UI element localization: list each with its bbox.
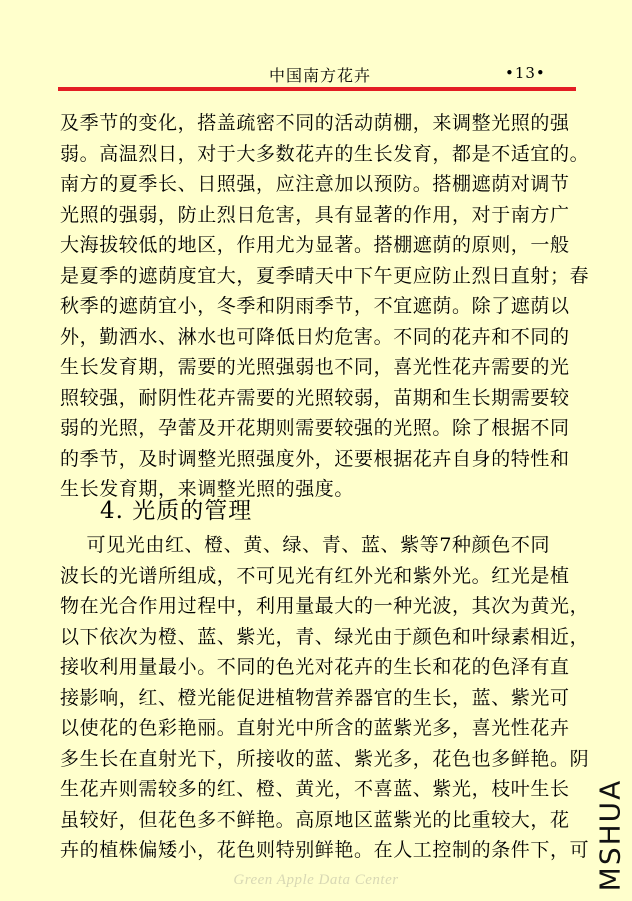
text-line: 物在光合作用过程中，利用量最大的一种光波，其次为黄光， [60, 595, 590, 617]
text-line: 多生长在直射光下，所接收的蓝、紫光多，花色也多鲜艳。阴 [60, 747, 590, 770]
text-line: 生长发育期，需要的光照强弱也不同，喜光性花卉需要的光 [60, 356, 570, 378]
text-line: 以使花的色彩艳丽。直射光中所含的蓝紫光多，喜光性花卉 [60, 717, 570, 739]
text-line: 生长发育期，来调整光照的强度。 [60, 478, 355, 500]
text-line: 是夏季的遮荫度宜大，夏季晴天中下午更应防止烈日直射；春 [60, 264, 590, 287]
text-line: 弱的光照，孕蕾及开花期则需要较强的光照。除了根据不同 [60, 417, 570, 439]
page-number: •13• [505, 64, 546, 82]
header-rule [58, 87, 576, 91]
text-line: 虽较好，但花色多不鲜艳。高原地区蓝紫光的比重较大，花 [60, 808, 570, 831]
paragraph-1 [60, 108, 590, 505]
text-line: 光照的强弱，防止烈日危害，具有显著的作用，对于南方广 [60, 203, 570, 226]
text-line: 的季节，及时调整光照强度外，还要根据花卉自身的特性和 [60, 447, 570, 470]
text-line: 接收利用量最小。不同的色光对花卉的生长和花的色泽有直 [60, 656, 570, 678]
text-line: 卉的植株偏矮小，花色则特别鲜艳。在人工控制的条件下，可 [60, 839, 590, 861]
text-line: 可见光由红、橙、黄、绿、青、蓝、紫等7种颜色不同 [60, 534, 551, 556]
text-line: 外，勤洒水、淋水也可降低日灼危害。不同的花卉和不同的 [60, 325, 570, 348]
running-title: 中国南方花卉 [269, 66, 372, 85]
text-line: 南方的夏季长、日照强，应注意加以预防。搭棚遮荫对调节 [60, 173, 570, 195]
text-line: 以下依次为橙、蓝、紫光，青、绿光由于颜色和叶绿素相近， [60, 625, 590, 648]
page-header [0, 60, 632, 88]
paragraph-2 [60, 530, 590, 866]
text-line: 接影响，红、橙光能促进植物营养器官的生长，蓝、紫光可 [60, 686, 570, 709]
text-line: 弱。高温烈日，对于大多数花卉的生长发育，都是不适宜的。 [60, 142, 590, 165]
side-watermark-text: MSHUA [593, 778, 627, 892]
text-line: 生花卉则需较多的红、橙、黄光，不喜蓝、紫光，枝叶生长 [60, 778, 570, 800]
text-line: 秋季的遮荫宜小，冬季和阴雨季节，不宜遮荫。除了遮荫以 [60, 295, 570, 317]
footer-watermark: Green Apple Data Center [233, 872, 399, 888]
text-line: 照较强，耐阴性花卉需要的光照较弱，苗期和生长期需要较 [60, 386, 570, 409]
text-line: 波长的光谱所组成，不可见光有红外光和紫外光。红光是植 [60, 564, 570, 587]
section-heading: 4. 光质的管理 [100, 498, 253, 524]
text-line: 及季节的变化，搭盖疏密不同的活动荫棚，来调整光照的强 [60, 112, 570, 134]
text-line: 大海拔较低的地区，作用尤为显著。搭棚遮荫的原则，一般 [60, 234, 570, 256]
